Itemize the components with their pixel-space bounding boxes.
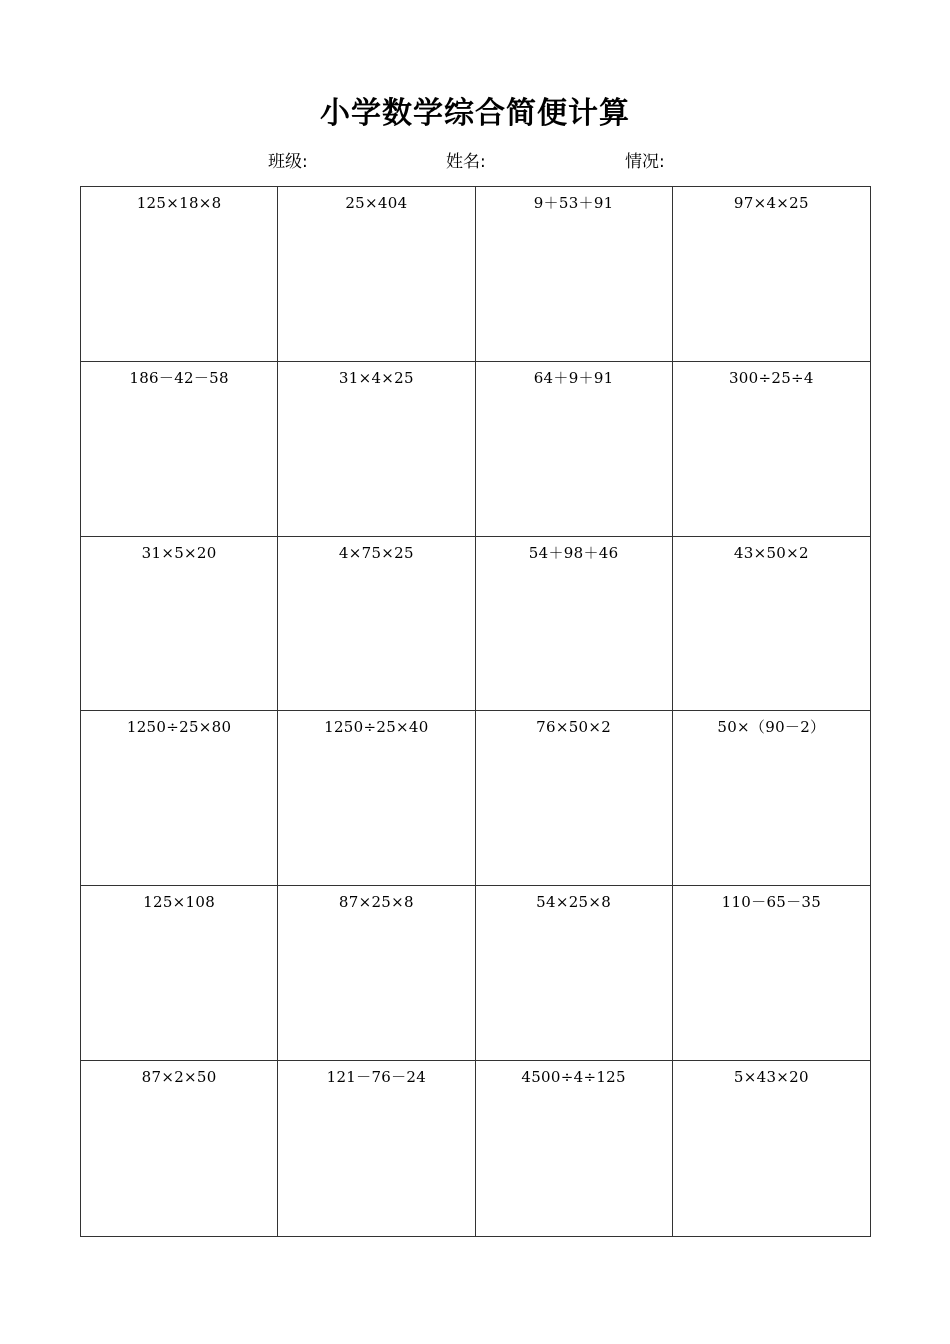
problem-expression: 31×5×20	[141, 543, 217, 562]
problem-expression: 43×50×2	[733, 543, 809, 562]
problem-expression: 87×25×8	[338, 893, 414, 912]
problem-cell	[673, 537, 870, 712]
problem-cell	[476, 362, 673, 537]
problem-cell	[673, 886, 870, 1061]
problem-cell	[476, 537, 673, 712]
status-label: 情况:	[625, 152, 665, 172]
problem-grid	[80, 186, 871, 1237]
problem-cell	[81, 362, 278, 537]
problem-expression: 300÷25÷4	[728, 368, 814, 387]
problem-cell	[278, 1061, 475, 1236]
problem-cell	[81, 886, 278, 1061]
problem-cell	[278, 537, 475, 712]
problem-cell	[673, 362, 870, 537]
problem-expression: 110－65－35	[721, 893, 822, 912]
problem-expression: 186－42－58	[129, 368, 229, 387]
problem-cell	[278, 187, 475, 362]
problem-expression: 1250÷25×80	[126, 718, 232, 737]
problem-expression: 50×（90－2）	[717, 718, 826, 737]
problem-expression: 1250÷25×40	[324, 718, 429, 737]
problem-cell	[81, 711, 278, 886]
problem-expression: 87×2×50	[141, 1068, 217, 1087]
problem-cell	[673, 711, 870, 886]
problem-expression: 64＋9＋91	[533, 368, 614, 387]
problem-cell	[476, 711, 673, 886]
problem-cell	[278, 711, 475, 886]
problem-cell	[476, 187, 673, 362]
problem-expression: 4500÷4÷125	[521, 1068, 626, 1087]
problem-cell	[476, 886, 673, 1061]
problem-expression: 125×108	[143, 893, 216, 912]
problem-cell	[673, 187, 870, 362]
problem-expression: 25×404	[345, 194, 408, 212]
problem-cell	[81, 537, 278, 712]
problem-cell	[81, 187, 278, 362]
problem-cell	[476, 1061, 673, 1236]
problem-expression: 54×25×8	[536, 893, 612, 912]
class-label: 班级:	[268, 152, 308, 172]
problem-expression: 54＋98＋46	[528, 543, 619, 562]
problem-expression: 4×75×25	[338, 543, 414, 562]
problem-cell	[278, 362, 475, 537]
problem-expression: 9＋53＋91	[533, 194, 614, 212]
problem-expression: 125×18×8	[136, 194, 222, 212]
problem-expression: 31×4×25	[338, 368, 414, 387]
problem-expression: 5×43×20	[733, 1068, 809, 1087]
name-label: 姓名:	[446, 152, 486, 172]
problem-cell	[278, 886, 475, 1061]
problem-cell	[673, 1061, 870, 1236]
worksheet-title: 小学数学综合简便计算	[320, 96, 630, 131]
student-info-row	[0, 148, 950, 176]
problem-expression: 121－76－24	[326, 1068, 427, 1087]
problem-expression: 97×4×25	[733, 194, 809, 212]
problem-expression: 76×50×2	[536, 718, 612, 737]
problem-cell	[81, 1061, 278, 1236]
